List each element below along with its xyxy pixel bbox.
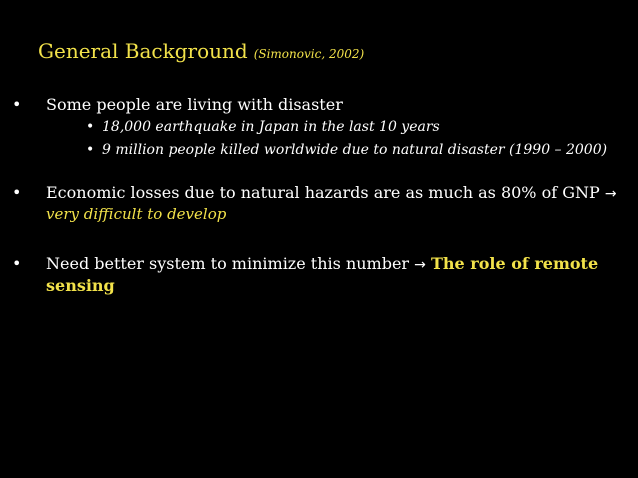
highlight-continuation: sensing [46,276,115,295]
title-text: General Background [38,39,248,63]
arrow-right-icon: → [604,186,617,202]
bullet-continuation: very difficult to develop [46,205,227,223]
bullet-main-text: Need better system to minimize this number [46,254,410,273]
slide-title [38,38,364,67]
highlight-text: The role of remote [431,254,599,273]
title-citation: (Simonovic, 2002) [253,47,365,61]
arrow-right-icon: → [414,257,426,273]
bullet-marker: • [12,95,22,114]
sub-bullet-text: 18,000 earthquake in Japan in the last 10 years [102,119,440,135]
bullet-text [46,182,617,205]
bullet-text: Some people are living with disaster [46,95,343,114]
bullet-marker: • [12,183,22,202]
bullet-marker: • [12,254,22,273]
sub-bullet-marker: • [86,119,95,135]
bullet-main-text: Economic losses due to natural hazards are as much as 80% of GNP [46,183,600,202]
bullet-text [46,253,598,276]
sub-bullet-text: 9 million people killed worldwide due to natural disaster (1990 – 2000) [102,142,608,158]
sub-bullet-marker: • [86,142,95,158]
